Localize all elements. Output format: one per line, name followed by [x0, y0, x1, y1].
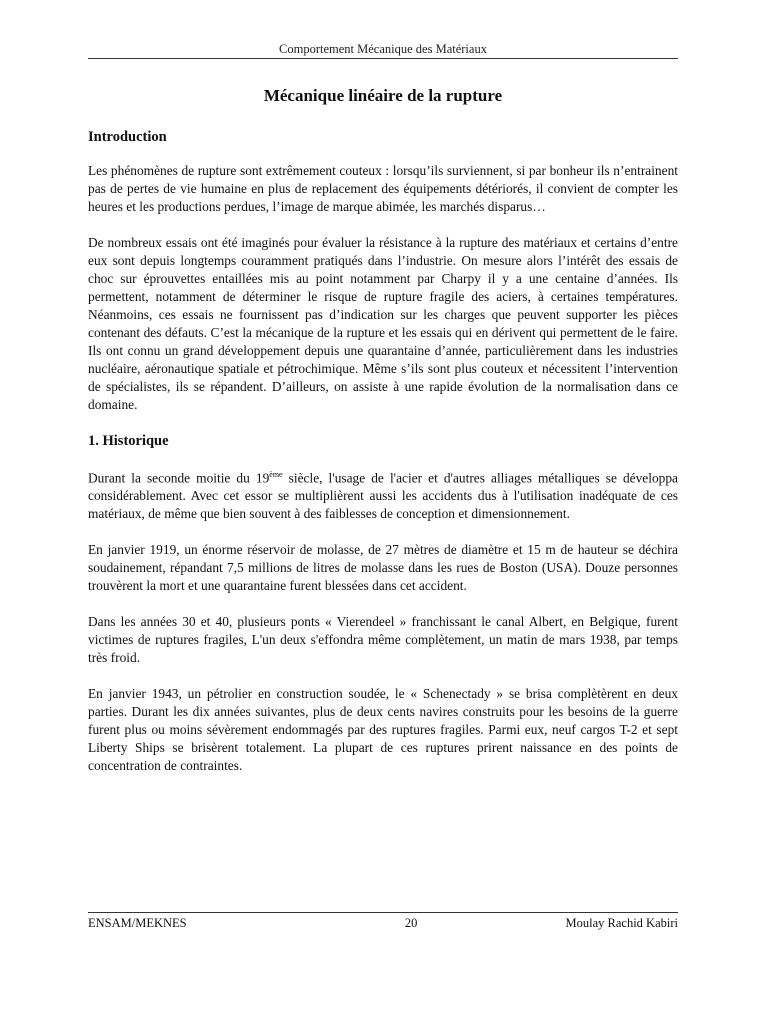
superscript: ème: [269, 470, 283, 479]
document-title: Mécanique linéaire de la rupture: [263, 86, 503, 105]
paragraph: Dans les années 30 et 40, plusieurs ponts « Vierendeel » franchissant le canal Albert, en Belgique, furent victimes de ruptures fragiles, L'un deux s'effondra même complètement, un matin de mars 1938, par temps très froid.: [88, 614, 678, 666]
section-heading-introduction: Introduction: [88, 129, 167, 145]
running-header: Comportement Mécanique des Matériaux: [279, 42, 487, 56]
paragraph-text: siècle, l'usage de l'acier et d'autres alliages métalliques se développa considérablement. Avec cet essor se multiplièrent aussi les accidents dus à l'utilisation inadéquate de ces matériaux, de même que bien souvent à des faiblesses de conception et dimensionnement.: [88, 470, 678, 522]
paragraph: Les phénomènes de rupture sont extrêmement couteux : lorsqu’ils surviennent, si par bonheur ils n’entrainent pas de pertes de vie humaine en plus de replacement des équipements détériorés, il convient de compter les heures et les productions perdues, l’image de marque abimée, les marchés disparus…: [88, 163, 678, 214]
paragraph: En janvier 1919, un énorme réservoir de molasse, de 27 mètres de diamètre et 15 m de hauteur se déchira soudainement, répandant 7,5 millions de litres de molasse dans les rues de Boston (USA). Douze personnes trouvèrent la mort et une quarantaine furent blessées dans cet accident.: [88, 542, 678, 594]
page-number: 20: [404, 916, 418, 930]
paragraph-text: Durant la seconde moitie du 19: [88, 470, 270, 486]
footer-divider: [88, 912, 678, 913]
footer-institution: ENSAM/MEKNES: [88, 916, 187, 930]
document-body: [88, 128, 678, 793]
paragraph: En janvier 1943, un pétrolier en construction soudée, le « Schenectady » se brisa complètèrent en deux parties. Durant les dix années suivantes, plus de deux cents navires construits pour les besoins de la guerre furent plus ou moins sévèrement endommagés par des ruptures fragiles. Parmi eux, neuf cargos T-2 et sept Liberty Ships se brisèrent totalement. La plupart de ces ruptures prirent naissance en des points de concentration de contraintes.: [88, 686, 678, 774]
page-footer: [88, 916, 678, 931]
header-divider: [88, 58, 678, 59]
paragraph: [88, 466, 678, 523]
section-heading-historique: 1. Historique: [88, 433, 169, 449]
footer-author: Moulay Rachid Kabiri: [565, 916, 678, 930]
paragraph: De nombreux essais ont été imaginés pour évaluer la résistance à la rupture des matériaux et certains d’entre eux sont depuis longtemps couramment pratiqués dans l’industrie. On mesure alors l’intérêt des essais de choc sur éprouvettes entaillées mis au point notamment par Charpy il y a une centaine d’années. Ils permettent, notamment de déterminer le risque de rupture fragile des aciers, à certaines températures. Néanmoins, ces essais ne fournissent pas d’indication sur les charges que peuvent supporter les pièces contenant des défauts. C’est la mécanique de la rupture et les essais qui en dérivent qui permettent de le faire. Ils ont connu un grand développement depuis une quarantaine d’année, particulièrement dans les industries nucléaire, aéronautique spatiale et pétrochimique. Même s’ils sont plus couteux et nécessitent l’intervention de spécialistes, ils se répandent. D’ailleurs, on assiste à une rapide évolution de la normalisation dans ce domaine.: [88, 235, 678, 412]
